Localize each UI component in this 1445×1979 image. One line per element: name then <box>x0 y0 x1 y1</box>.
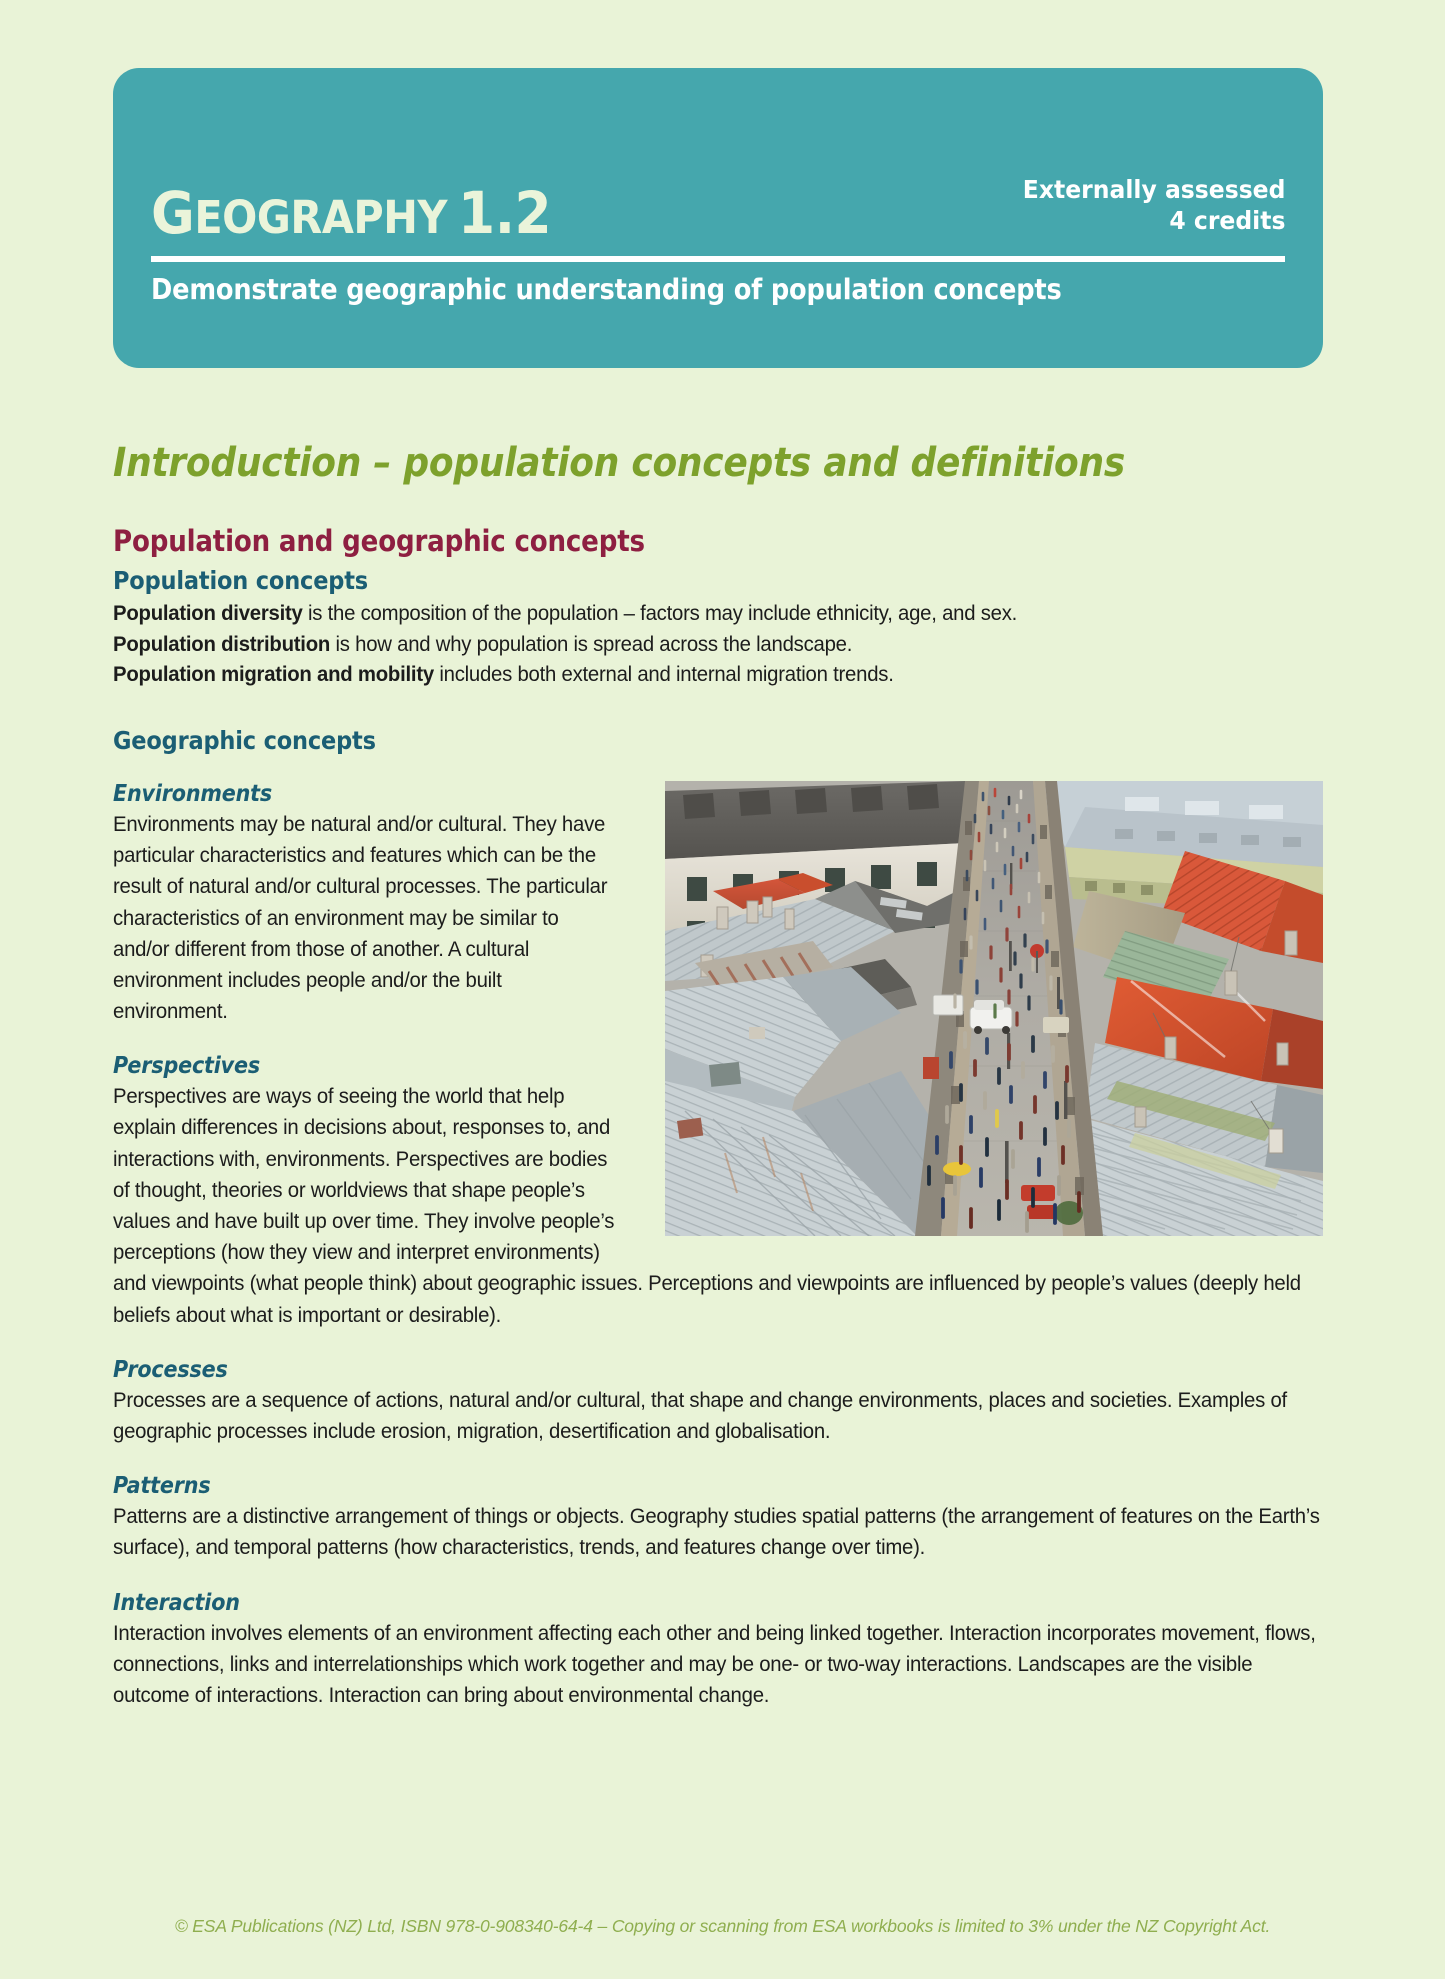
concept-title-processes: Processes <box>113 1356 228 1383</box>
standard-number: 1.2 <box>458 179 552 247</box>
page-title <box>151 179 552 247</box>
population-and-geographic-concepts-heading: Population and geographic concepts <box>113 524 645 558</box>
page-footer-copyright: © ESA Publications (NZ) Ltd, ISBN 978-0-908340-64-4 – Copying or scanning from ESA workbooks is limited to 3% under the NZ Copyright Act. <box>174 1916 1271 1936</box>
concept-body-perspectives: Perspectives are ways of seeing the world that help explain differences in decisions about, responses to, and interactions with, environments. Perspectives are bodies of thought, theories or worldviews that shape people’s values and have built up over time. They involve people’s perceptions (how they view and interpret environments) and viewpoints (what people think) about geographic issues. Perceptions and viewpoints are influenced by people’s values (deeply held beliefs about what is important or desirable). <box>113 1084 1301 1327</box>
assessment-info <box>1022 175 1285 242</box>
definition-text: is the composition of the population – factors may include ethnicity, age, and sex. <box>302 601 1018 625</box>
definition-item <box>113 659 1321 690</box>
population-definitions-list <box>113 598 1323 690</box>
concept-body-patterns: Patterns are a distinctive arrangement of things or objects. Geography studies spatial patterns (the arrangement of features on the Earth’s surface), and temporal patterns (how characteristics, trends, and features change over time). <box>113 1504 1320 1560</box>
concept-body-interaction: Interaction involves elements of an environment affecting each other and being linked together. Interaction incorporates movement, flows, connections, links and interrelationships which work together and may be one- or two-way interactions. Landscapes are the visible outcome of interactions. Interaction can bring about environmental change. <box>113 1620 1316 1707</box>
assessment-type: Externally assessed <box>1022 175 1285 204</box>
credit-count: 4 credits <box>1168 205 1285 235</box>
page-header-banner <box>113 68 1323 368</box>
concept-body-environments: Environments may be natural and/or cultural. They have particular characteristics and features which can be the result of natural and/or cultural processes. The particular characteristics of an environment may be similar to and/or different from those of another. A cultural environment includes people and/or the built environment. <box>113 811 608 1024</box>
definition-term: Population distribution <box>113 631 331 656</box>
introduction-heading: Introduction – population concepts and definitions <box>113 440 1126 486</box>
achievement-standard-subtitle: Demonstrate geographic understanding of population concepts <box>151 273 1062 306</box>
definition-item <box>113 629 1321 660</box>
page-content <box>113 440 1323 1711</box>
concept-title-patterns: Patterns <box>113 1473 211 1500</box>
population-concepts-subheading: Population concepts <box>113 566 368 595</box>
header-divider-rule <box>151 256 1285 262</box>
concept-title-interaction: Interaction <box>113 1589 240 1616</box>
definition-term: Population diversity <box>113 601 303 625</box>
definition-text: is how and why population is spread across the landscape. <box>330 631 853 656</box>
concept-body-processes: Processes are a sequence of actions, natural and/or cultural, that shape and change environments, places and societies. Examples of geographic processes include erosion, migration, desertification and globalisation. <box>113 1387 1287 1443</box>
subject-initial: G <box>151 179 195 247</box>
definition-term: Population migration and mobility <box>113 662 434 687</box>
subject-name: EOGRAPHY <box>194 191 448 244</box>
geographic-concepts-body <box>113 781 1323 1331</box>
concept-title-perspectives: Perspectives <box>113 1053 260 1080</box>
geographic-concepts-subheading: Geographic concepts <box>113 725 376 755</box>
definition-text: includes both external and internal migration trends. <box>433 662 894 687</box>
concept-title-environments: Environments <box>113 780 273 807</box>
definition-item <box>113 598 1321 629</box>
header-top-row <box>151 126 1285 247</box>
